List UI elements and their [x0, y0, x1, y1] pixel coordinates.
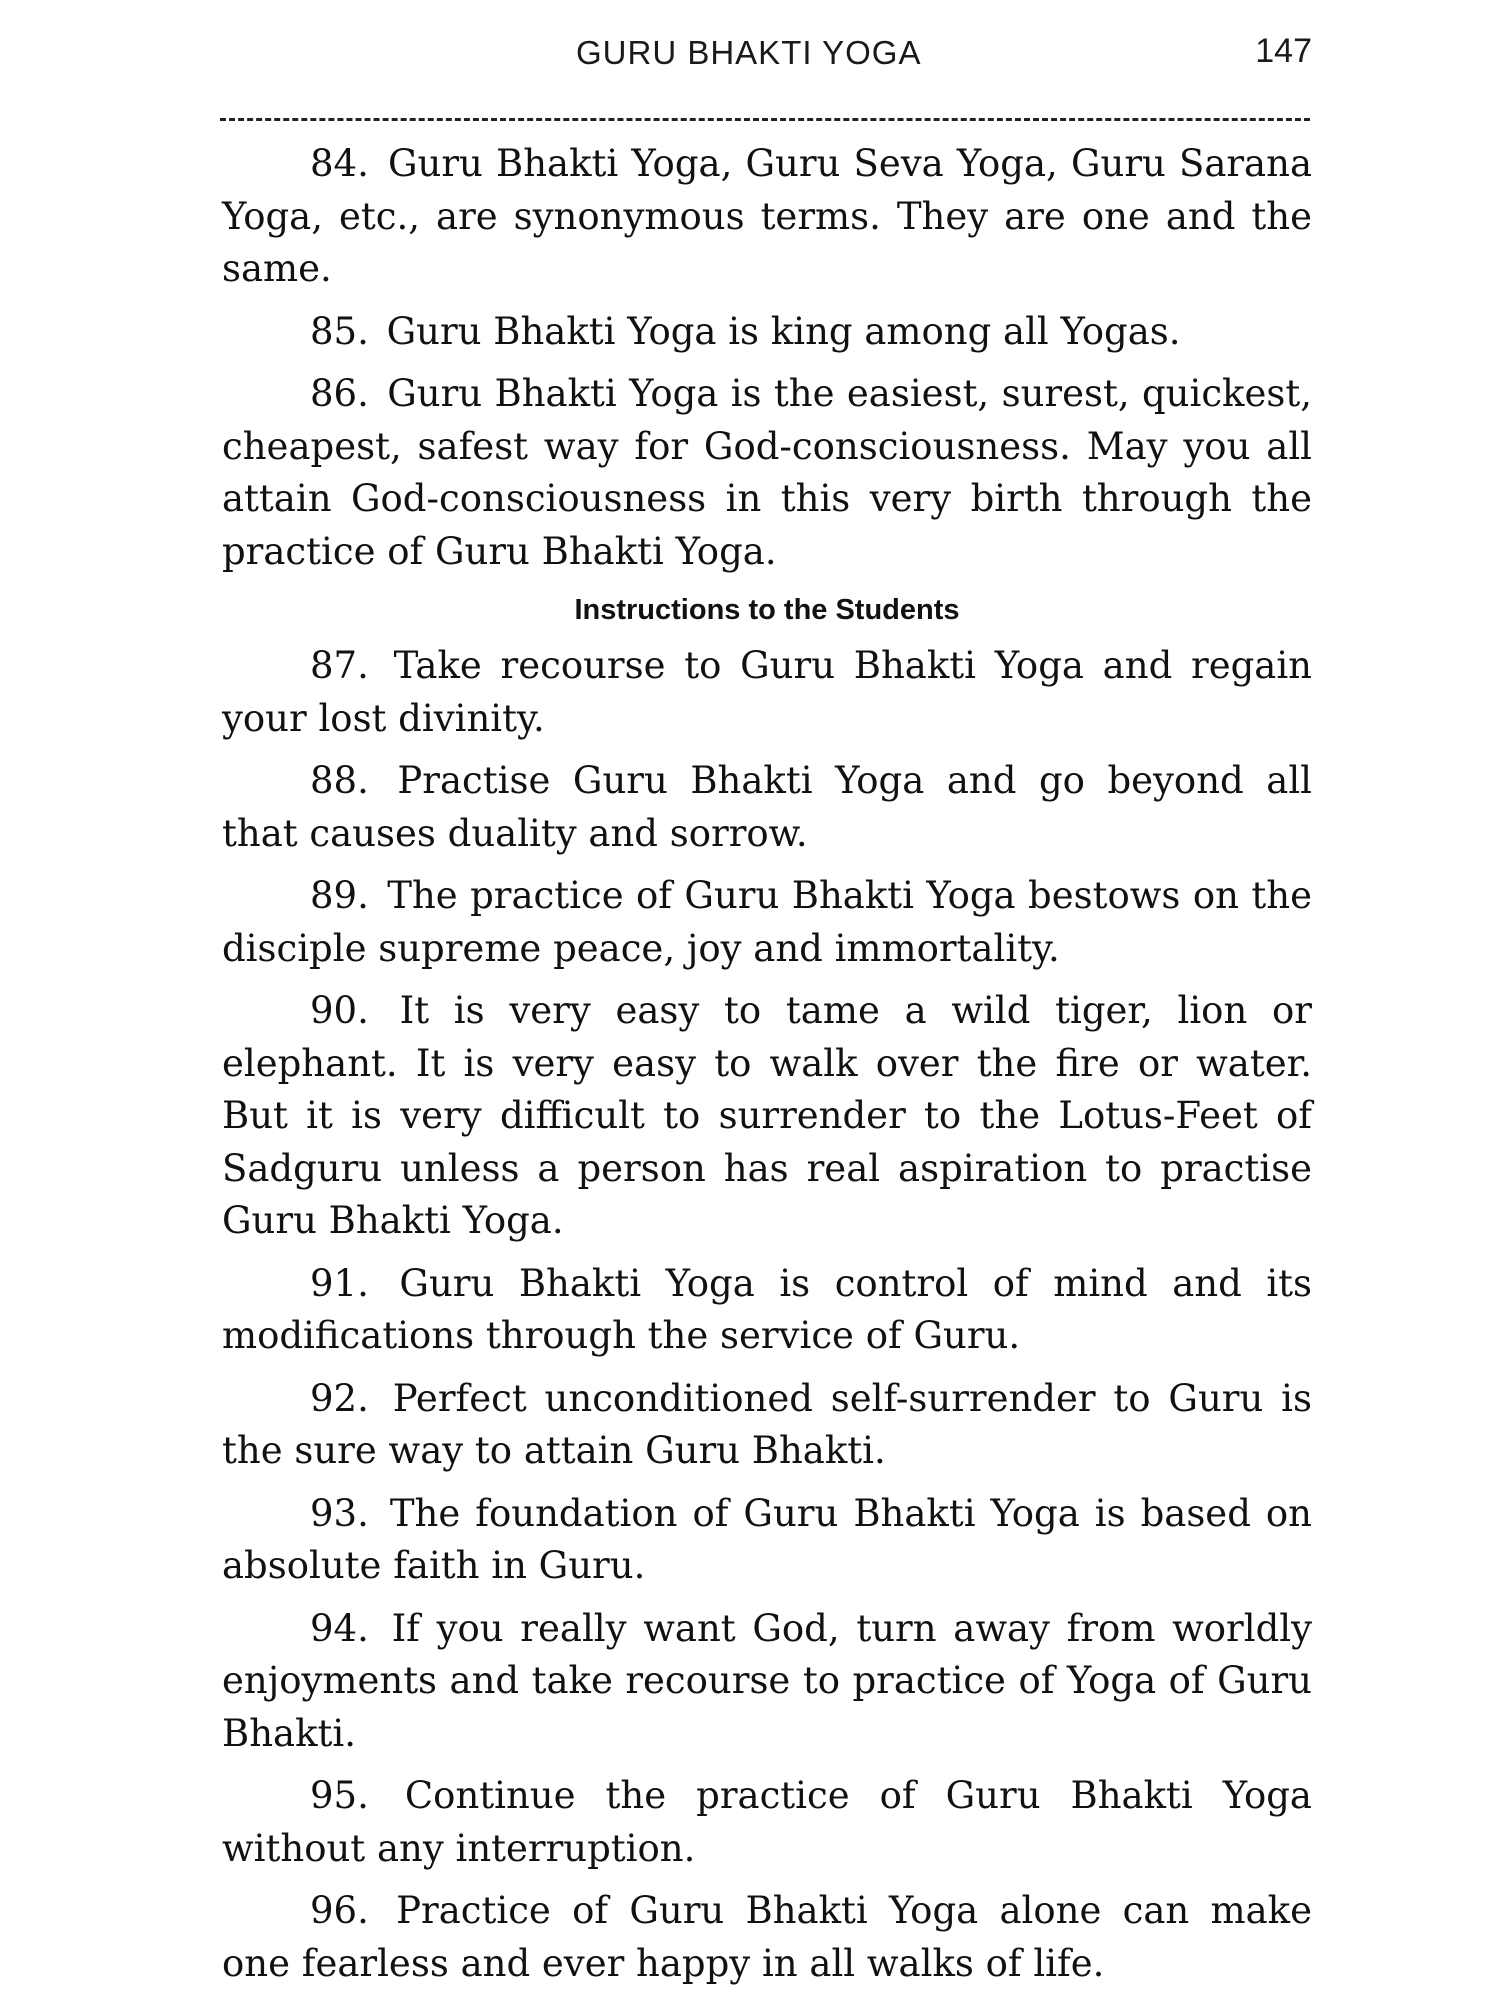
- paragraph-number: 95.: [310, 1774, 369, 1817]
- paragraph-number: 93.: [310, 1491, 369, 1535]
- paragraph-86: [222, 368, 1312, 578]
- paragraph-text: Practice of Guru Bhakti Yoga alone can make one fearless and ever happy in all walks of life.: [222, 1889, 1312, 1985]
- paragraph-text: If you really want God, turn away from worldly enjoyments and take recourse to practice of Yoga of Guru Bhakti.: [222, 1606, 1312, 1755]
- paragraph-88: [222, 755, 1312, 860]
- paragraph-96: [222, 1885, 1312, 1990]
- paragraph-85: [222, 306, 1312, 359]
- paragraph-text: Guru Bhakti Yoga, Guru Seva Yoga, Guru Sarana Yoga, etc., are synonymous terms. They are one and the same.: [222, 142, 1313, 290]
- paragraph-90: [222, 985, 1312, 1248]
- paragraph-number: 89.: [310, 874, 369, 917]
- paragraph-number: 84.: [310, 142, 369, 185]
- paragraph-text: Practise Guru Bhakti Yoga and go beyond all that causes duality and sorrow.: [222, 759, 1312, 855]
- paragraph-text: Guru Bhakti Yoga is control of mind and its modifications through the service of Guru.: [222, 1261, 1313, 1357]
- paragraph-number: 96.: [310, 1889, 369, 1932]
- paragraph-89: [222, 870, 1312, 975]
- paragraph-number: 87.: [310, 644, 369, 687]
- paragraph-95: [222, 1770, 1312, 1875]
- paragraph-84: [222, 138, 1312, 296]
- paragraph-number: 85.: [310, 309, 369, 353]
- paragraph-text: Take recourse to Guru Bhakti Yoga and regain your lost divinity.: [222, 644, 1312, 740]
- paragraph-91: [222, 1258, 1312, 1363]
- paragraph-93: [222, 1488, 1312, 1593]
- paragraph-text: The practice of Guru Bhakti Yoga bestows on the disciple supreme peace, joy and immortality.: [222, 874, 1312, 970]
- paragraph-number: 90.: [310, 989, 369, 1032]
- paragraph-text: Guru Bhakti Yoga is king among all Yogas.: [386, 309, 1181, 353]
- paragraph-number: 91.: [310, 1261, 369, 1305]
- paragraph-text: The foundation of Guru Bhakti Yoga is based on absolute faith in Guru.: [222, 1491, 1312, 1587]
- paragraph-92: [222, 1373, 1312, 1478]
- paragraph-87: [222, 640, 1312, 745]
- header-divider: [220, 118, 1310, 121]
- paragraph-text: Continue the practice of Guru Bhakti Yoga without any interruption.: [222, 1774, 1312, 1870]
- running-title: GURU BHAKTI YOGA: [576, 34, 922, 71]
- paragraph-text: Perfect unconditioned self-surrender to Guru is the sure way to attain Guru Bhakti.: [222, 1376, 1312, 1472]
- page-number: 147: [1255, 32, 1312, 70]
- paragraph-number: 88.: [310, 759, 369, 802]
- paragraph-number: 94.: [310, 1606, 369, 1650]
- paragraph-text: It is very easy to tame a wild tiger, lion or elephant. It is very easy to walk over the fire or water. But it is very difficult to surrender to the Lotus-Feet of Sadguru unless a person has real aspiration to practise Guru Bhakti Yoga.: [222, 989, 1312, 1242]
- paragraph-number: 86.: [310, 372, 369, 415]
- paragraph-text: Guru Bhakti Yoga is the easiest, surest, quickest, cheapest, safest way for God-consciousness. May you all attain God-consciousness in this very birth through the practice of Guru Bhakti Yoga.: [222, 372, 1312, 573]
- section-heading: Instructions to the Students: [574, 594, 960, 626]
- page-header: [222, 30, 1312, 90]
- page-body: [222, 138, 1312, 2000]
- paragraph-94: [222, 1603, 1312, 1761]
- paragraph-number: 92.: [310, 1376, 369, 1420]
